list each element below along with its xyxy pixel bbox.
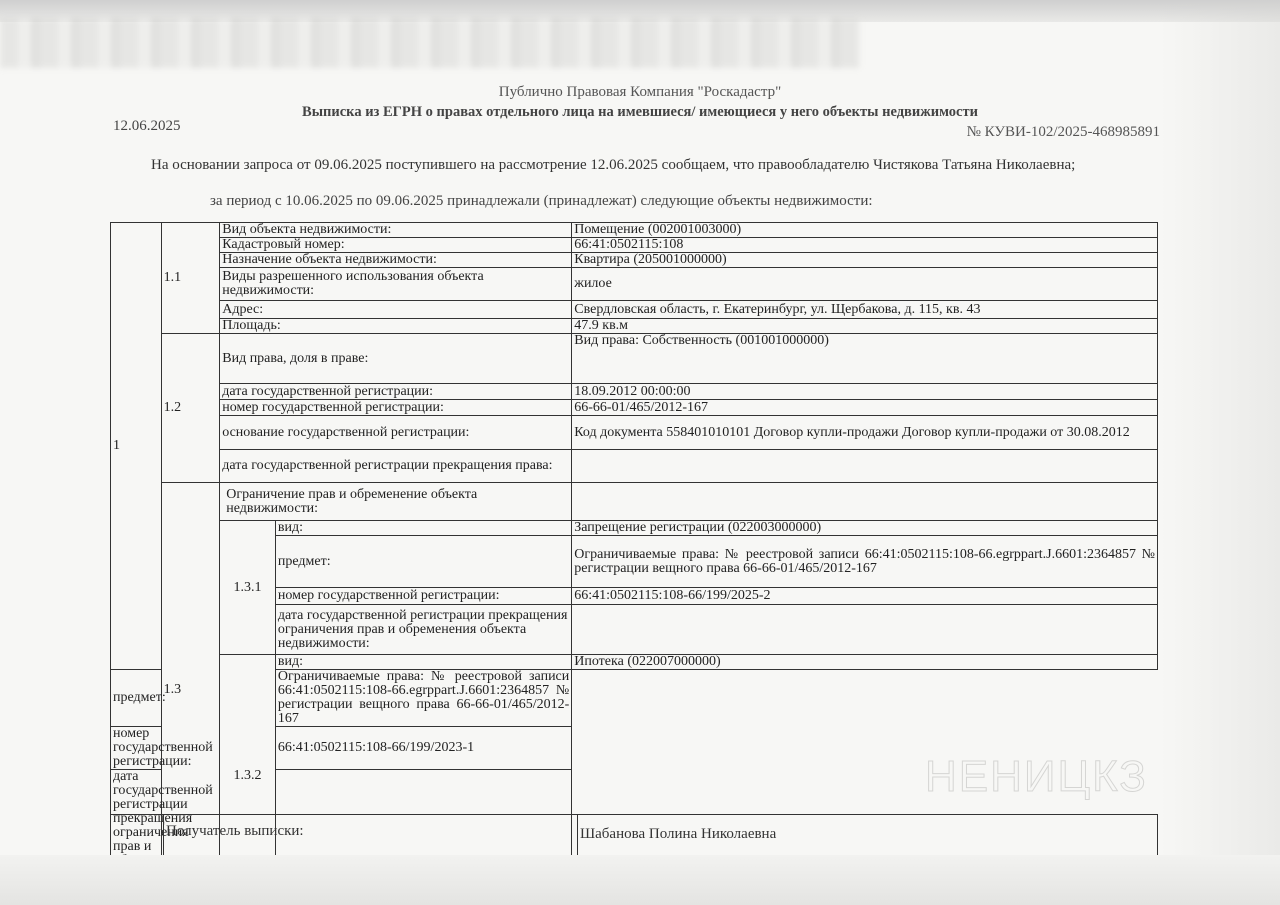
scan-bleed-through bbox=[0, 18, 860, 68]
restriction-2-regnum-label: номер государственной регистрации: bbox=[111, 727, 162, 770]
document-number: № КУВИ-102/2025-468985891 bbox=[966, 124, 1160, 140]
recipient-label: Получатель выписки: bbox=[166, 823, 304, 839]
recipient-row-divider bbox=[577, 815, 578, 855]
right-end-date-value bbox=[572, 450, 1158, 483]
restriction-1-number: 1.3.1 bbox=[220, 521, 276, 655]
document-title: Выписка из ЕГРН о правах отдельного лица на имевшиеся/ имеющиеся у него объекты недвижимости bbox=[302, 104, 978, 120]
recipient-value: Шабанова Полина Николаевна bbox=[580, 826, 777, 842]
intro-text: На основании запроса от 09.06.2025 поступившего на рассмотрение 12.06.2025 сообщаем, что правообладателю Чистякова Татьяна Николаевна; bbox=[151, 157, 1076, 173]
section-1-3-number: 1.3 bbox=[161, 483, 220, 897]
restriction-1-end-date-value bbox=[572, 605, 1158, 655]
row-number: 1 bbox=[111, 223, 162, 670]
organization-name: Публично Правовая Компания "Роскадастр" bbox=[498, 84, 782, 100]
right-kind-label: Вид права, доля в праве: bbox=[220, 334, 572, 384]
period-line: за период с 10.06.2025 по 09.06.2025 принадлежали (принадлежат) следующие объекты недвижимости: bbox=[210, 193, 873, 209]
restriction-2-number: 1.3.2 bbox=[220, 655, 276, 897]
cadastral-number-label: Кадастровый номер: bbox=[220, 238, 572, 253]
restriction-1-regnum-label: номер государственной регистрации: bbox=[275, 588, 571, 605]
object-purpose-label: Назначение объекта недвижимости: bbox=[220, 253, 572, 268]
registration-basis-value: Код документа 558401010101 Договор купли-продажи Договор купли-продажи от 30.08.2012 bbox=[572, 416, 1158, 450]
area-value: 47.9 кв.м bbox=[572, 319, 1158, 334]
registration-number-value: 66-66-01/465/2012-167 bbox=[572, 400, 1158, 416]
restrictions-title-value bbox=[572, 483, 1158, 521]
object-kind-value: Помещение (002001003000) bbox=[572, 223, 1158, 238]
scan-right-shadow bbox=[1160, 0, 1280, 905]
registration-date-label: дата государственной регистрации: bbox=[220, 384, 572, 400]
object-purpose-value: Квартира (205001000000) bbox=[572, 253, 1158, 268]
address-value: Свердловская область, г. Екатеринбург, ул. Щербакова, д. 115, кв. 43 bbox=[572, 301, 1158, 319]
restriction-1-end-date-label: дата государственной регистрации прекращения ограничения прав и обременения объекта недвижимости: bbox=[275, 605, 571, 655]
section-1-2-number: 1.2 bbox=[161, 334, 220, 483]
restriction-2-kind-label: вид: bbox=[275, 655, 571, 670]
faint-stamp: НЕНИЦКЗ bbox=[925, 752, 1148, 801]
recipient-row-divider bbox=[163, 815, 164, 855]
restriction-2-subject-value: Ограничиваемые права: № реестровой записи 66:41:0502115:108-66.egrppart.J.6601:2364857 № регистрации вещного права 66-66-01/465/2012-167 bbox=[275, 670, 571, 727]
permitted-use-value: жилое bbox=[572, 268, 1158, 301]
restrictions-title: Ограничение прав и обременение объекта недвижимости: bbox=[220, 483, 572, 521]
section-1-1-number: 1.1 bbox=[161, 223, 220, 334]
restriction-2-subject-label: предмет: bbox=[111, 670, 162, 727]
registration-date-value: 18.09.2012 00:00:00 bbox=[572, 384, 1158, 400]
restriction-1-kind-label: вид: bbox=[275, 521, 571, 536]
right-kind-value: Вид права: Собственность (001001000000) bbox=[572, 334, 1158, 384]
recipient-row bbox=[110, 814, 1158, 855]
scan-bottom-edge bbox=[0, 855, 1280, 905]
restriction-1-kind-value: Запрещение регистрации (022003000000) bbox=[572, 521, 1158, 536]
restriction-1-regnum-value: 66:41:0502115:108-66/199/2025-2 bbox=[572, 588, 1158, 605]
restriction-2-end-date-label: дата государственной регистрации прекращения ограничения прав и bbox=[111, 770, 162, 897]
registration-basis-label: основание государственной регистрации: bbox=[220, 416, 572, 450]
object-kind-label: Вид объекта недвижимости: bbox=[220, 223, 572, 238]
cadastral-number-value: 66:41:0502115:108 bbox=[572, 238, 1158, 253]
intro-paragraph bbox=[113, 158, 1158, 173]
restriction-1-subject-label: предмет: bbox=[275, 536, 571, 588]
permitted-use-label: Виды разрешенного использования объекта недвижимости: bbox=[220, 268, 572, 301]
restriction-2-kind-value: Ипотека (022007000000) bbox=[572, 655, 1158, 670]
area-label: Площадь: bbox=[220, 319, 572, 334]
restriction-2-regnum-value: 66:41:0502115:108-66/199/2023-1 bbox=[275, 727, 571, 770]
registration-number-label: номер государственной регистрации: bbox=[220, 400, 572, 416]
address-label: Адрес: bbox=[220, 301, 572, 319]
document-date: 12.06.2025 bbox=[113, 118, 181, 134]
right-end-date-label: дата государственной регистрации прекращения права: bbox=[220, 450, 572, 483]
restriction-1-subject-value: Ограничиваемые права: № реестровой записи 66:41:0502115:108-66.egrppart.J.6601:2364857 № регистрации вещного права 66-66-01/465/2012-167 bbox=[572, 536, 1158, 588]
recipient-row-divider bbox=[1157, 815, 1158, 855]
